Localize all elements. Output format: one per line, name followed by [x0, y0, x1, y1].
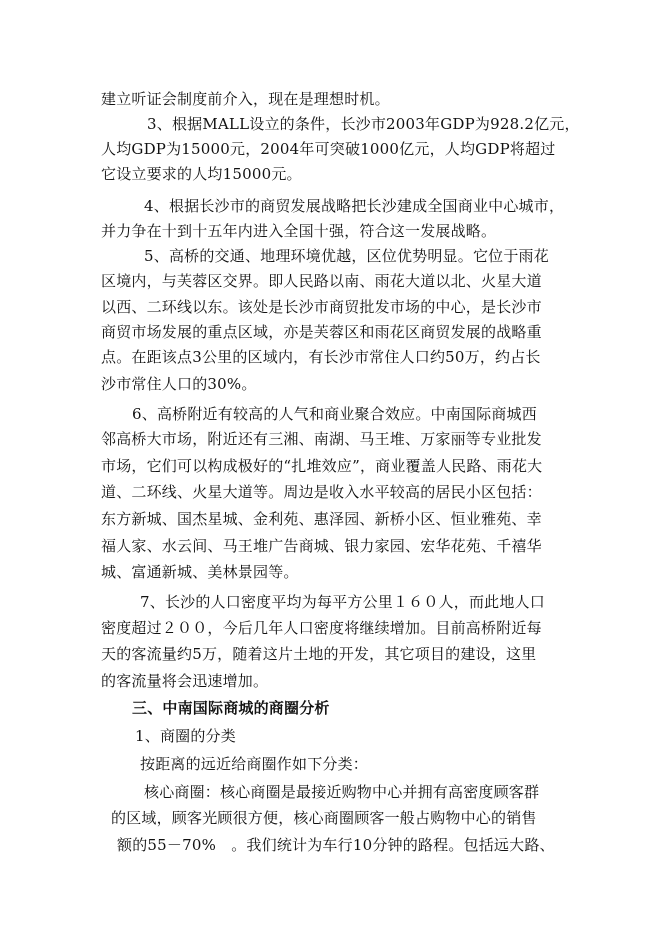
text-line: 按距离的远近给商圈作如下分类：: [140, 755, 369, 773]
text-line: 它设立要求的人均15000元。: [101, 165, 302, 183]
text-line: 以西、二环线以东。该处是长沙市商贸批发市场的中心，是长沙市: [101, 298, 542, 316]
text-line: 的客流量将会迅速增加。: [101, 672, 269, 690]
text-line: 7、长沙的人口密度平均为每平方公里１６０人，而此地人口: [140, 593, 545, 611]
text-line: 6、高桥附近有较高的人气和商业聚合效应。中南国际商城西: [132, 405, 537, 423]
text-line: 点。在距该点3公里的区域内，有长沙市常住人口约50万，约占长: [101, 348, 541, 366]
text-line: 5、高桥的交通、地理环境优越，区位优势明显。它位于雨花: [144, 247, 549, 265]
text-line: 商贸市场发展的重点区域，亦是芙蓉区和雨花区商贸发展的战略重: [101, 323, 542, 341]
text-line: 并力争在十到十五年内进入全国十强，符合这一发展战略。: [101, 222, 497, 240]
text-line: 邻高桥大市场，附近还有三湘、南湖、马王堆、万家丽等专业批发: [101, 430, 542, 448]
text-line: 区境内，与芙蓉区交界。即人民路以南、雨花大道以北、火星大道: [101, 272, 542, 290]
text-line: 的区域，顾客光顾很方便，核心商圈顾客一般占购物中心的销售: [111, 809, 537, 827]
text-line: 建立听证会制度前介入，现在是理想时机。: [101, 90, 390, 108]
section-heading: 三、中南国际商城的商圈分析: [132, 699, 330, 717]
subsection-heading: 1、商圈的分类: [135, 727, 236, 745]
text-line: 额的55－70% 。我们统计为车行10分钟的路程。包括远大路、: [117, 836, 555, 854]
text-line: 4、根据长沙市的商贸发展战略把长沙建成全国商业中心城市，: [144, 197, 565, 215]
text-line: 沙市常住人口的30%。: [101, 375, 257, 393]
text-line: 天的客流量约5万，随着这片土地的开发，其它项目的建设，这里: [101, 645, 537, 663]
text-line: 城、富通新城、美林景园等。: [101, 563, 299, 581]
text-line: 密度超过２００，今后几年人口密度将继续增加。目前高桥附近每: [101, 619, 542, 637]
text-line: 东方新城、国杰星城、金利苑、惠泽园、新桥小区、恒业雅苑、幸: [101, 510, 542, 528]
text-line: 3、根据MALL设立的条件，长沙市2003年GDP为928.2亿元，: [147, 115, 580, 133]
text-line: 市场，它们可以构成极好的“扎堆效应”，商业覆盖人民路、雨花大: [101, 457, 543, 475]
text-line: 人均GDP为15000元，2004年可突破1000亿元，人均GDP将超过: [101, 140, 556, 158]
text-line: 核心商圈：核心商圈是最接近购物中心并拥有高密度顾客群: [144, 783, 540, 801]
text-line: 福人家、水云间、马王堆广告商城、银力家园、宏华花苑、千禧华: [101, 537, 542, 555]
text-line: 道、二环线、火星大道等。周边是收入水平较高的居民小区包括：: [101, 483, 542, 501]
